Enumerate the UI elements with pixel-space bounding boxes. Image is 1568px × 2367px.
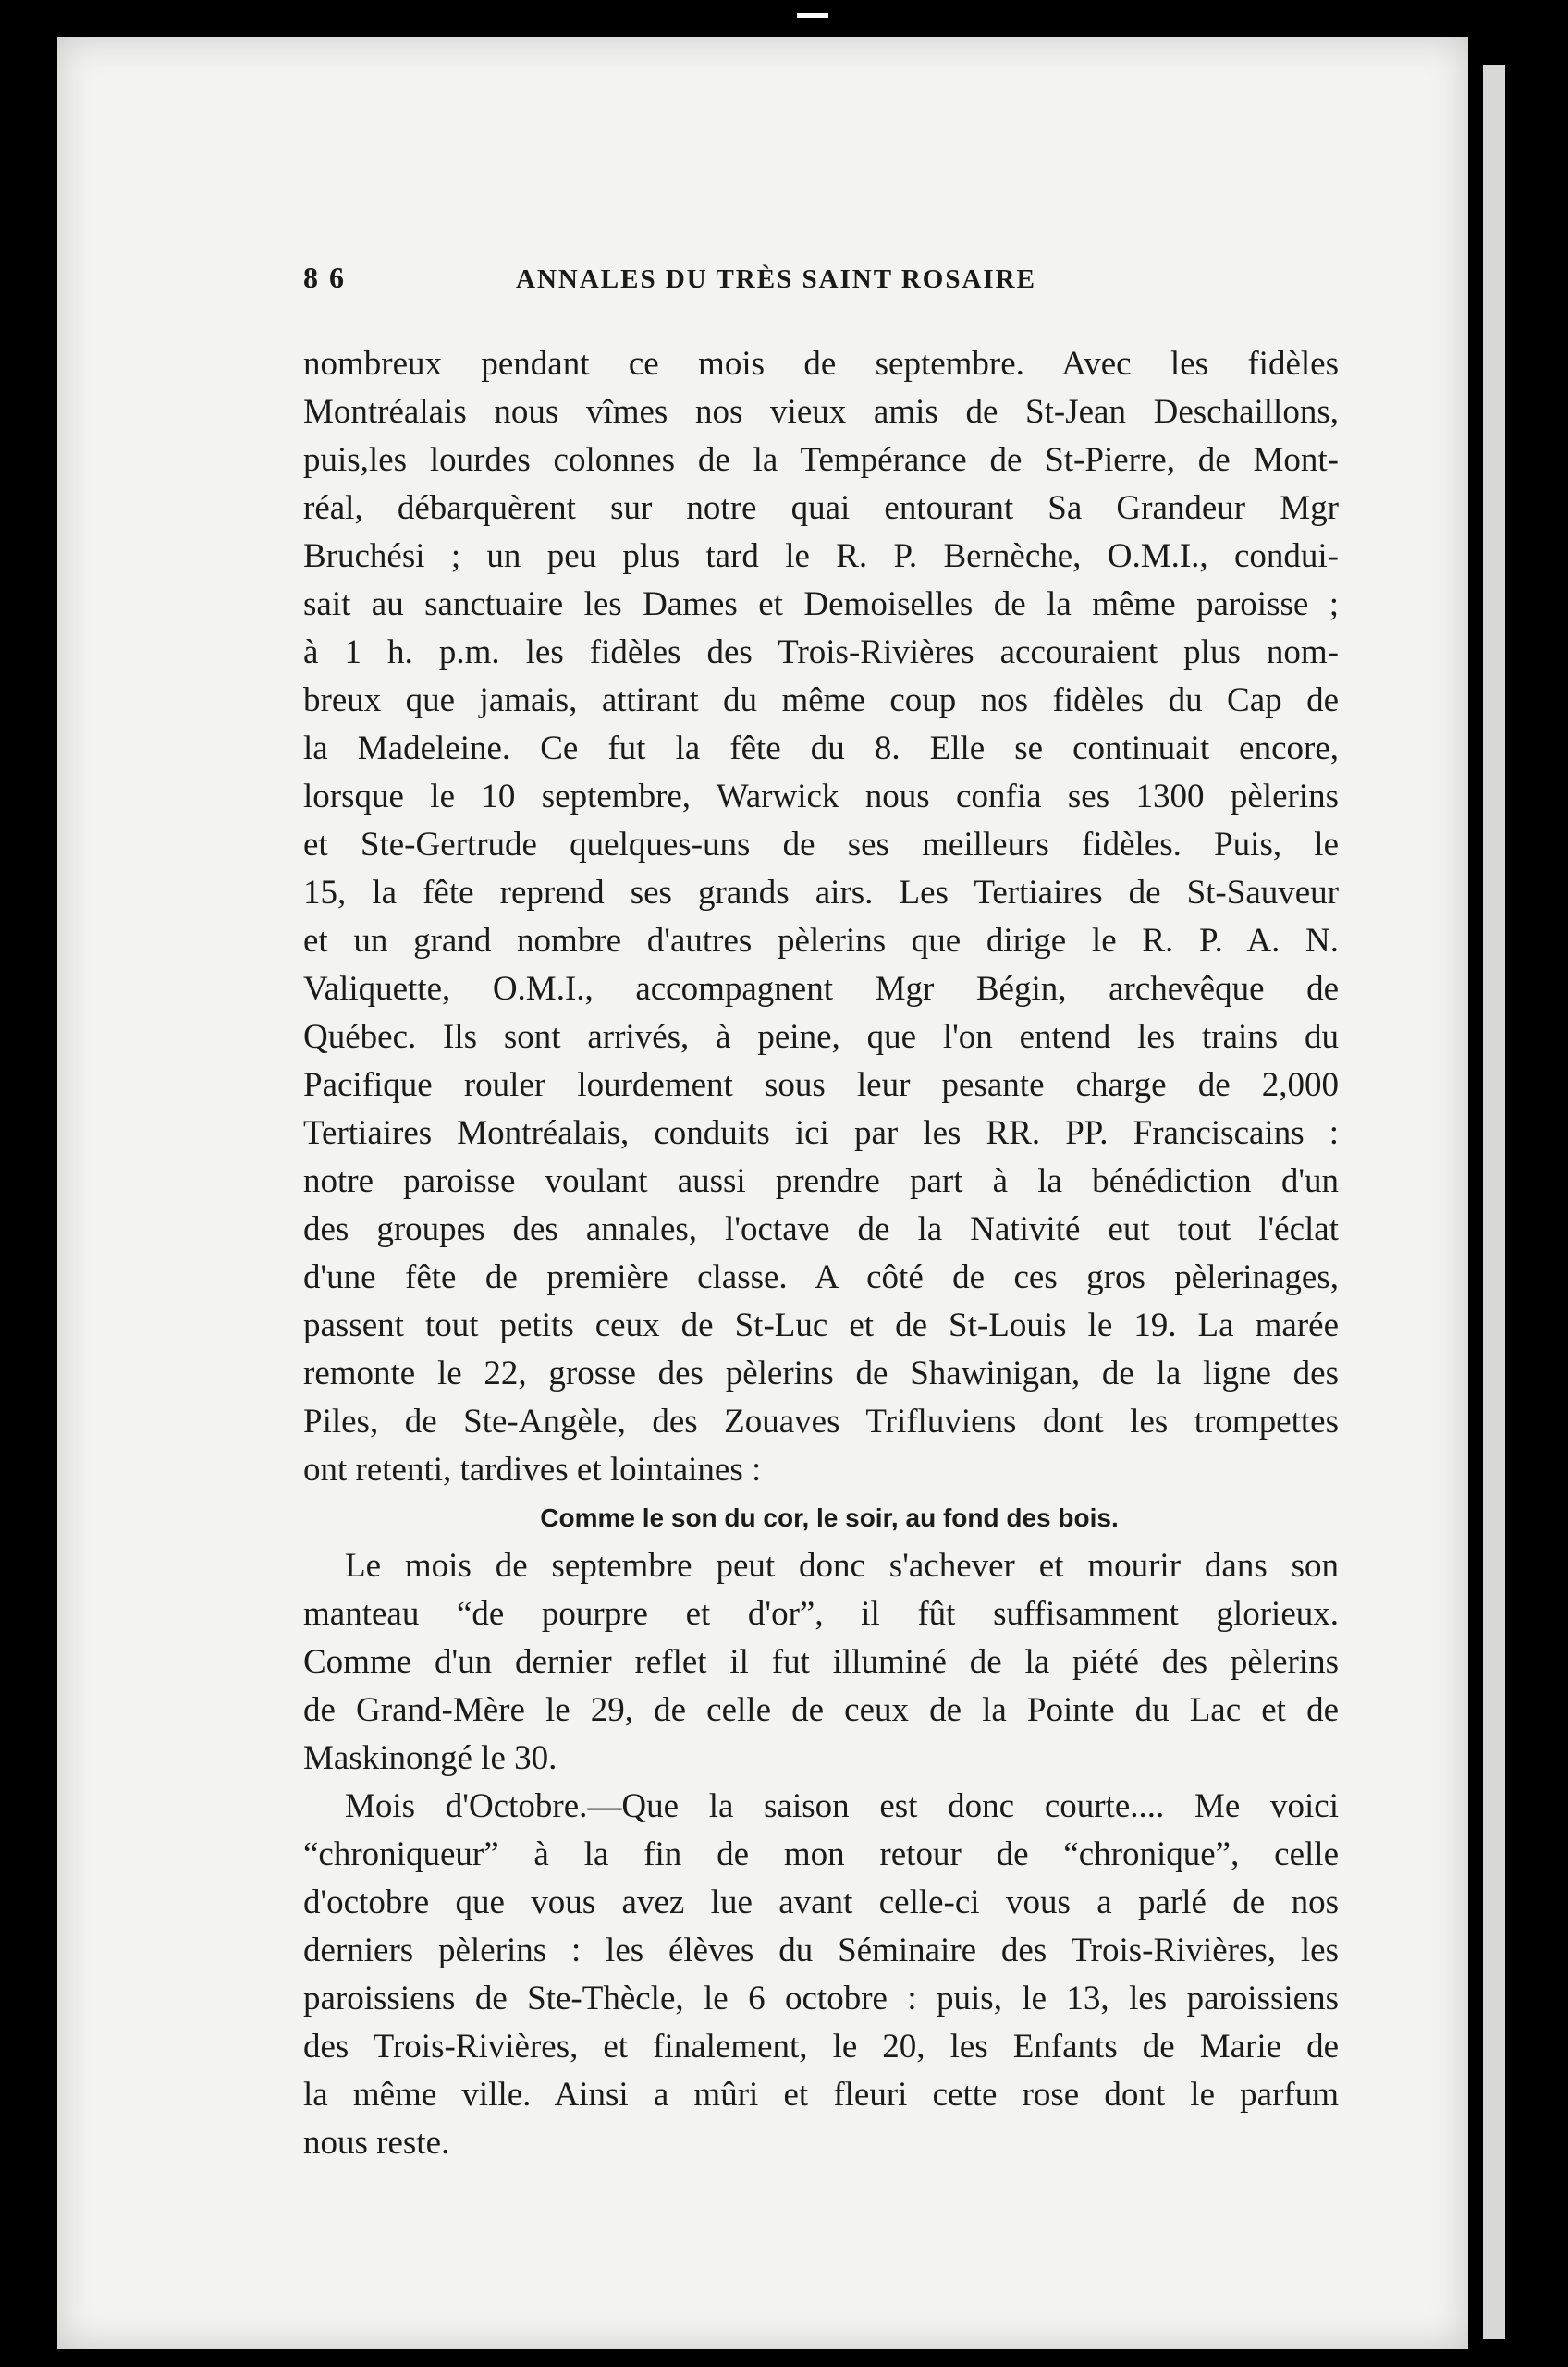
- text-line: nombreux pendant ce mois de septembre. Avec les fidèles: [303, 345, 1339, 383]
- text-line: Valiquette, O.M.I., accompagnent Mgr Bégin, archevêque de: [303, 970, 1339, 1008]
- text-line: Bruchési ; un peu plus tard le R. P. Bernèche, O.M.I., condui-: [303, 537, 1339, 575]
- text-line: puis,les lourdes colonnes de la Tempérance de St-Pierre, de Mont-: [303, 441, 1339, 479]
- text-line: Québec. Ils sont arrivés, à peine, que l'on entend les trains du: [303, 1018, 1339, 1056]
- text-line: Maskinongé le 30.: [303, 1739, 557, 1777]
- poem-quote: Comme le son du cor, le soir, au fond des bois.: [540, 1503, 1119, 1532]
- article-body: [303, 340, 1339, 2167]
- text-line: Montréalais nous vîmes nos vieux amis de St-Jean Deschaillons,: [303, 393, 1339, 431]
- text-line: à 1 h. p.m. les fidèles des Trois-Rivières accouraient plus nom-: [303, 633, 1339, 671]
- text-line: Mois d'Octobre.—Que la saison est donc courte.... Me voici: [345, 1787, 1339, 1825]
- text-line: et Ste-Gertrude quelques-uns de ses meilleurs fidèles. Puis, le: [303, 826, 1339, 864]
- text-line: Comme d'un dernier reflet il fut illuminé de la piété des pèlerins: [303, 1643, 1339, 1681]
- text-line: breux que jamais, attirant du même coup nos fidèles du Cap de: [303, 681, 1339, 719]
- text-line: “chroniqueur” à la fin de mon retour de “chronique”, celle: [303, 1835, 1339, 1873]
- text-line: d'octobre que vous avez lue avant celle-ci vous a parlé de nos: [303, 1883, 1339, 1921]
- journal-title: ANNALES DU TRÈS SAINT ROSAIRE: [516, 264, 1036, 294]
- text-line: derniers pèlerins : les élèves du Séminaire des Trois-Rivières, les: [303, 1932, 1339, 1969]
- paragraph-october: [303, 1783, 1339, 2167]
- text-line: sait au sanctuaire les Dames et Demoiselles de la même paroisse ;: [303, 585, 1339, 623]
- text-line: d'une fête de première classe. A côté de ces gros pèlerinages,: [303, 1258, 1339, 1296]
- text-line: passent tout petits ceux de St-Luc et de St-Louis le 19. La marée: [303, 1306, 1339, 1344]
- running-header: [303, 261, 1163, 307]
- text-line: notre paroisse voulant aussi prendre part à la bénédiction d'un: [303, 1162, 1339, 1200]
- text-line: la Madeleine. Ce fut la fête du 8. Elle se continuait encore,: [303, 730, 1339, 767]
- text-line: la même ville. Ainsi a mûri et fleuri cette rose dont le parfum: [303, 2076, 1339, 2114]
- text-line: des Trois-Rivières, et finalement, le 20, les Enfants de Marie de: [303, 2028, 1339, 2066]
- text-line: paroissiens de Ste-Thècle, le 6 octobre : puis, le 13, les paroissiens: [303, 1980, 1339, 2017]
- text-line: de Grand-Mère le 29, de celle de ceux de la Pointe du Lac et de: [303, 1691, 1339, 1729]
- text-line: nous reste.: [303, 2124, 450, 2162]
- paragraph-september-end: [303, 1542, 1339, 1783]
- text-line: Tertiaires Montréalais, conduits ici par les RR. PP. Franciscains :: [303, 1114, 1339, 1152]
- text-line: Le mois de septembre peut donc s'achever et mourir dans son: [345, 1547, 1339, 1585]
- text-line: 15, la fête reprend ses grands airs. Les Tertiaires de St-Sauveur: [303, 874, 1339, 912]
- scan-artifact-mark: [797, 13, 828, 18]
- paragraph-september: [303, 340, 1339, 1494]
- page-number: 8 6: [303, 261, 346, 294]
- text-line: des groupes des annales, l'octave de la Nativité eut tout l'éclat: [303, 1210, 1339, 1248]
- text-line: lorsque le 10 septembre, Warwick nous confia ses 1300 pèlerins: [303, 778, 1339, 816]
- text-line: manteau “de pourpre et d'or”, il fût suffisamment glorieux.: [303, 1595, 1339, 1633]
- page-edge-strip: [1483, 65, 1505, 2339]
- text-line: réal, débarquèrent sur notre quai entourant Sa Grandeur Mgr: [303, 489, 1339, 527]
- text-line: et un grand nombre d'autres pèlerins que dirige le R. P. A. N.: [303, 922, 1339, 960]
- text-line: Piles, de Ste-Angèle, des Zouaves Trifluviens dont les trompettes: [303, 1403, 1339, 1441]
- text-line: Pacifique rouler lourdement sous leur pesante charge de 2,000: [303, 1066, 1339, 1104]
- text-line: remonte le 22, grosse des pèlerins de Shawinigan, de la ligne des: [303, 1355, 1339, 1392]
- text-line: ont retenti, tardives et lointaines :: [303, 1451, 762, 1489]
